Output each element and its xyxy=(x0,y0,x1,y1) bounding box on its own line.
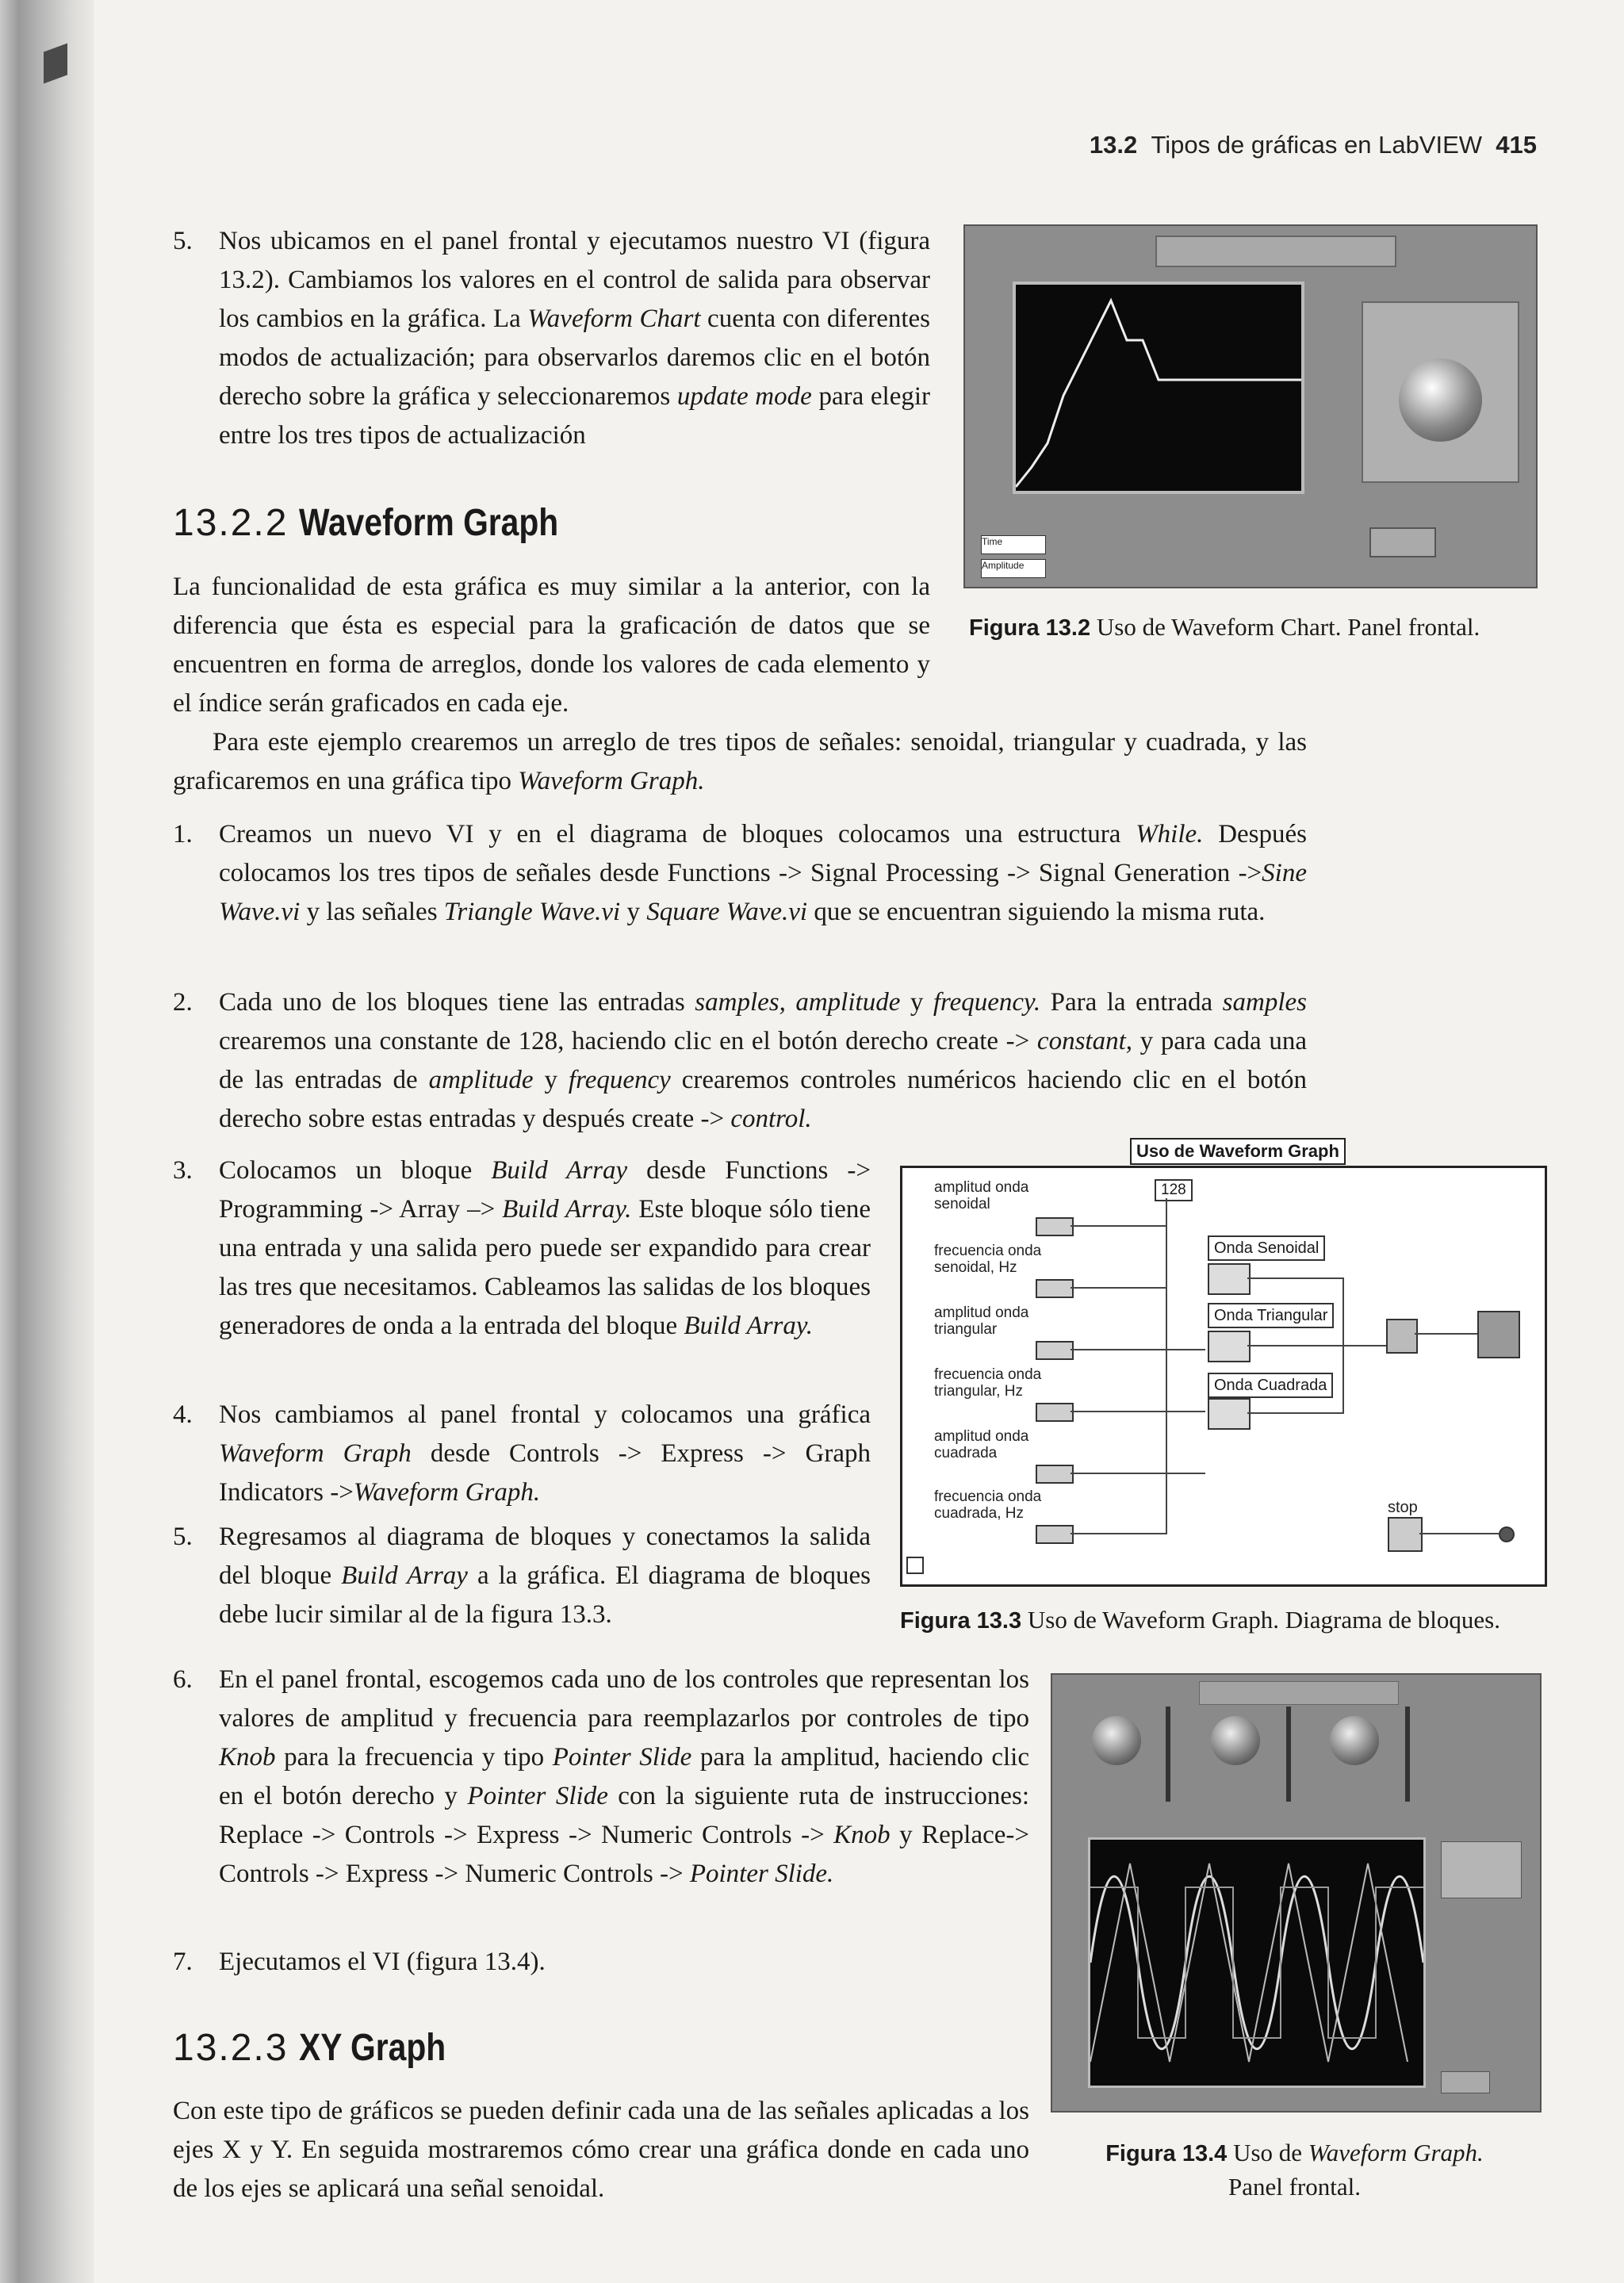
section-number: 13.2.3 xyxy=(173,2027,289,2069)
list-number: 2. xyxy=(173,988,193,1017)
stop-button[interactable] xyxy=(1369,527,1436,557)
knob-icon[interactable] xyxy=(1330,1716,1379,1765)
paragraph-3: Con este tipo de gráficos se pueden definir cada una de las señales aplicadas a los ejes X y Y. En seguida mostraremos cómo crear una gráfica donde en cada uno de los ejes se aplicará una señal senoidal. xyxy=(173,2097,1029,2203)
figure-13-2-screenshot xyxy=(963,224,1538,588)
text-em: frequency xyxy=(568,1066,671,1094)
knob-icon[interactable] xyxy=(1092,1716,1141,1765)
wire xyxy=(1342,1277,1344,1414)
label-freq-sq: frecuencia onda cuadrada, Hz xyxy=(934,1488,1042,1522)
text: Colocamos un bloque xyxy=(219,1156,492,1185)
loop-iteration-icon xyxy=(906,1557,924,1574)
list-number: 3. xyxy=(173,1156,193,1185)
text: que se encuentran siguiendo la misma ruta. xyxy=(807,898,1266,926)
loop-condition-icon xyxy=(1499,1526,1515,1542)
caption-text-em: Waveform Graph. xyxy=(1308,2139,1484,2166)
text-em: Square Wave.vi xyxy=(646,898,808,926)
label-freq-tri: frecuencia onda triangular, Hz xyxy=(934,1366,1042,1400)
figure-13-4-screenshot xyxy=(1051,1673,1542,2113)
label-amp-tri: amplitud onda triangular xyxy=(934,1304,1029,1338)
stop-button[interactable] xyxy=(1441,2071,1490,2093)
list-number: 5. xyxy=(173,227,193,255)
wire xyxy=(1247,1412,1342,1414)
text-em: constant, xyxy=(1036,1027,1132,1055)
text-em: samples, amplitude xyxy=(695,988,901,1017)
label-onda-senoidal: Onda Senoidal xyxy=(1208,1235,1325,1261)
text: para la frecuencia y tipo xyxy=(275,1743,553,1772)
running-header xyxy=(1090,131,1537,159)
knob-icon[interactable] xyxy=(1399,358,1482,442)
text: desde Functions -> Programming -> Array –> xyxy=(219,1156,871,1224)
time-control[interactable]: Time xyxy=(981,535,1046,554)
list-number: 5. xyxy=(173,1523,193,1551)
pointer-slide[interactable] xyxy=(1405,1707,1410,1802)
build-array-block[interactable] xyxy=(1386,1319,1418,1354)
text-em: Build Array. xyxy=(684,1312,813,1340)
text-em: amplitude xyxy=(428,1066,534,1094)
knob-panel xyxy=(1362,301,1519,483)
list-item-4 xyxy=(173,1396,871,1512)
text: Nos cambiamos al panel frontal y colocamos una gráfica xyxy=(219,1400,871,1429)
text: y xyxy=(620,898,647,926)
text: Regresamos al diagrama de bloques y conectamos la salida del bloque xyxy=(219,1523,871,1590)
figure-13-3-title: Uso de Waveform Graph xyxy=(1130,1138,1346,1165)
text-em: Sine Wave.vi xyxy=(219,859,1307,926)
wire xyxy=(1071,1287,1166,1289)
text: desde Controls -> Express -> Graph Indicators -> xyxy=(219,1439,871,1507)
wire xyxy=(1071,1533,1166,1534)
caption-text: Uso de Waveform Graph. Diagrama de bloques. xyxy=(1021,1606,1500,1634)
text: Nos ubicamos en el panel frontal y ejecutamos nuestro VI (figura 13.2). Cambiamos los valores en el control de salida para observar los cambios en la gráfica. La xyxy=(219,227,930,333)
section-title: XY Graph xyxy=(298,2027,446,2069)
pointer-slide[interactable] xyxy=(1166,1707,1170,1802)
wire xyxy=(1419,1533,1499,1534)
text: crearemos una constante de 128, haciendo clic en el botón derecho create -> xyxy=(219,1027,1037,1055)
section-number: 13.2.2 xyxy=(173,502,289,544)
text: cuenta con diferentes modos de actualización; para observarlos daremos clic en el botón derecho sobre la gráfica y seleccionaremos xyxy=(219,305,930,411)
text: Este bloque sólo tiene una entrada y una salida pero puede ser expandido para crear las tres que necesitamos. Cableamos las salidas de los bloques generadores de onda a la entrada del bloque xyxy=(219,1195,871,1340)
figure-13-3-block-diagram xyxy=(900,1166,1547,1587)
text: Para este ejemplo crearemos un arreglo de tres tipos de señales: senoidal, triangular y cuadrada, y las graficaremos en una gráfica tipo xyxy=(173,728,1307,795)
text-em: Waveform Graph. xyxy=(353,1478,541,1507)
figure-13-2-caption xyxy=(969,611,1540,645)
control-amp-tri[interactable] xyxy=(1036,1341,1074,1360)
text: En el panel frontal, escogemos cada uno de los controles que representan los valores de amplitud y frecuencia para reemplazarlos por controles de tipo xyxy=(219,1665,1029,1733)
control-freq-sq[interactable] xyxy=(1036,1525,1074,1544)
chart-title-box xyxy=(1155,236,1396,267)
caption-label: Figura 13.4 xyxy=(1105,2141,1228,2166)
list-number: 7. xyxy=(173,1948,193,1976)
header-section-title: Tipos de gráficas en LabVIEW xyxy=(1151,131,1483,159)
section-heading-13-2-3 xyxy=(173,2026,472,2070)
waveform-graph-terminal[interactable] xyxy=(1477,1311,1520,1358)
graph-legend xyxy=(1441,1841,1522,1898)
section-title: Waveform Graph xyxy=(298,502,559,544)
pointer-slide[interactable] xyxy=(1286,1707,1291,1802)
text-em: Waveform Graph xyxy=(219,1439,412,1468)
caption-text: Panel frontal. xyxy=(1228,2173,1361,2201)
text: y xyxy=(900,988,933,1017)
list-item-2 xyxy=(173,983,1307,1139)
caption-label: Figura 13.2 xyxy=(969,615,1091,641)
text-em: Waveform Graph. xyxy=(518,767,705,795)
control-freq-tri[interactable] xyxy=(1036,1403,1074,1422)
text: Después colocamos los tres tipos de señales desde Functions -> Signal Processing -> Signal Generation -> xyxy=(219,820,1308,887)
caption-label: Figura 13.3 xyxy=(900,1608,1022,1634)
section-heading-13-2-2 xyxy=(173,501,604,545)
list-number: 4. xyxy=(173,1400,193,1429)
stop-label: stop xyxy=(1388,1499,1418,1516)
text: para elegir entre los tres tipos de actualización xyxy=(219,382,931,450)
list-item-7 xyxy=(173,1943,1029,1982)
amplitude-control[interactable]: Amplitude xyxy=(981,559,1046,578)
list-item-1 xyxy=(173,815,1307,932)
list-number: 1. xyxy=(173,820,193,848)
text-em: While. xyxy=(1136,820,1204,848)
text-em: Pointer Slide. xyxy=(689,1860,834,1888)
text-em: Pointer Slide xyxy=(552,1743,692,1772)
chart-plot-area xyxy=(1013,282,1304,494)
constant-128[interactable]: 128 xyxy=(1155,1179,1193,1201)
wire xyxy=(1071,1349,1205,1350)
text: y para cada una de las entradas de xyxy=(219,1027,1307,1094)
text-em: samples xyxy=(1222,988,1307,1017)
text: a la gráfica. El diagrama de bloques debe lucir similar al de la figura 13.3. xyxy=(219,1561,871,1629)
text: crearemos controles numéricos haciendo clic en el botón derecho sobre estas entradas y después create -> xyxy=(219,1066,1308,1133)
text-em: frequency. xyxy=(933,988,1041,1017)
sine-wave-block[interactable] xyxy=(1208,1263,1251,1295)
book-spine-shadow xyxy=(0,0,94,2283)
graph-traces xyxy=(1090,1840,1423,2086)
list-item-5 xyxy=(173,1518,871,1634)
label-onda-triangular: Onda Triangular xyxy=(1208,1303,1334,1328)
paragraph-1: La funcionalidad de esta gráfica es muy similar a la anterior, con la diferencia que ésta es especial para la graficación de datos que se encuentren en forma de arreglos, donde los valores de cada elemento y el índice serán graficados en cada eje. xyxy=(173,573,930,718)
wire xyxy=(1415,1333,1477,1335)
figure-13-3-caption xyxy=(900,1603,1550,1638)
text-em: update mode xyxy=(676,382,812,411)
control-amp-sq[interactable] xyxy=(1036,1465,1074,1484)
control-freq-sine[interactable] xyxy=(1036,1279,1074,1298)
text-em: Knob xyxy=(833,1821,891,1849)
square-wave-block[interactable] xyxy=(1208,1398,1251,1430)
header-section-number: 13.2 xyxy=(1089,131,1138,159)
wire xyxy=(1166,1198,1167,1534)
label-amp-sq: amplitud onda cuadrada xyxy=(934,1428,1029,1461)
graph-plot-area xyxy=(1088,1837,1426,2088)
list-item-5-top xyxy=(173,222,930,455)
text: Cada uno de los bloques tiene las entradas xyxy=(219,988,695,1017)
wire xyxy=(1247,1345,1386,1346)
paragraph-2 xyxy=(173,723,1307,801)
stop-terminal[interactable] xyxy=(1388,1517,1423,1552)
text-em: control. xyxy=(730,1105,812,1133)
list-item-3 xyxy=(173,1151,871,1346)
control-amp-sine[interactable] xyxy=(1036,1217,1074,1236)
graph-title-box xyxy=(1199,1681,1399,1705)
text: y Replace-> Controls -> Express -> Numeric Controls -> xyxy=(219,1821,1029,1888)
caption-text: Uso de Waveform Chart. Panel frontal. xyxy=(1090,613,1480,641)
text-em: Build Array xyxy=(341,1561,468,1590)
chart-trace xyxy=(1016,285,1301,491)
list-number: 6. xyxy=(173,1665,193,1694)
knob-icon[interactable] xyxy=(1211,1716,1260,1765)
text: Creamos un nuevo VI y en el diagrama de bloques colocamos una estructura xyxy=(219,820,1136,848)
caption-text: Uso de xyxy=(1227,2139,1308,2166)
text: y las señales xyxy=(300,898,444,926)
label-onda-cuadrada: Onda Cuadrada xyxy=(1208,1373,1333,1398)
text-em: Waveform Chart xyxy=(527,305,701,333)
wire xyxy=(1071,1225,1166,1227)
page-number: 415 xyxy=(1496,131,1537,159)
text-em: Pointer Slide xyxy=(467,1782,608,1810)
text: con la siguiente ruta de instrucciones: Replace -> Controls -> Express -> Numeric Controls -> xyxy=(219,1782,1029,1849)
figure-13-4-caption xyxy=(1051,2136,1538,2204)
text-em: Build Array xyxy=(491,1156,628,1185)
label-amp-sine: amplitud onda senoidal xyxy=(934,1179,1029,1212)
text-em: Knob xyxy=(219,1743,276,1772)
text: para la amplitud, haciendo clic en el botón derecho y xyxy=(219,1743,1029,1810)
triangle-wave-block[interactable] xyxy=(1208,1331,1251,1362)
text-em: Triangle Wave.vi xyxy=(443,898,621,926)
list-item-6 xyxy=(173,1661,1029,1894)
wire xyxy=(1071,1411,1205,1412)
text: y xyxy=(533,1066,569,1094)
wire xyxy=(1247,1277,1342,1279)
text: Ejecutamos el VI (figura 13.4). xyxy=(219,1948,546,1976)
text: Para la entrada xyxy=(1040,988,1223,1017)
text-em: Build Array. xyxy=(502,1195,632,1224)
wire xyxy=(1071,1473,1205,1474)
label-freq-sine: frecuencia onda senoidal, Hz xyxy=(934,1243,1042,1276)
